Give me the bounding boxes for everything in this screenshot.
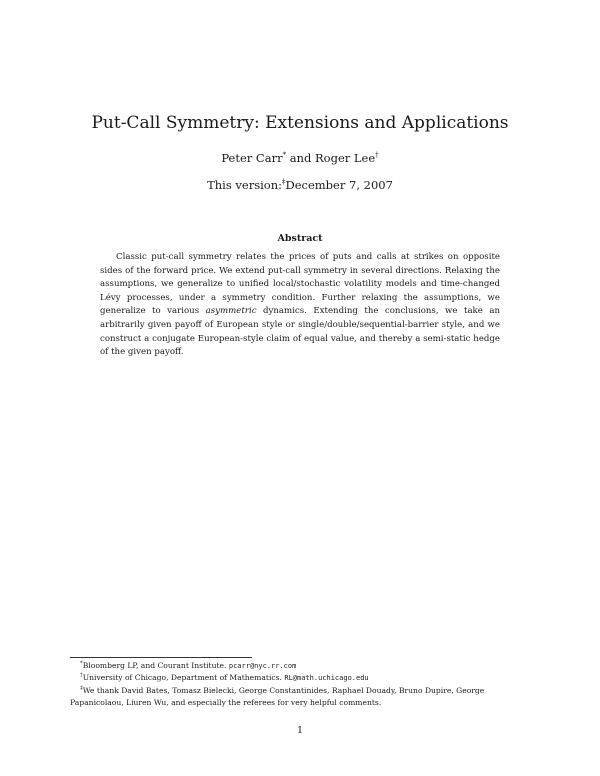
abstract-text-part1: Classic put-call symmetry relates the prices of puts and calls at strikes on opposite sides of the forward price. We extend put-call symmetry in several directions. Relaxing the assumptions, we generalize to unified local/stochastic volatility models and time-changed Lévy processes, under a symmetry condition. Further relaxing the assumptions, we generalize to various	[100, 252, 500, 317]
abstract-text-part2: dynamics. Extending the conclusions, we take an arbitrarily given payoff of European style or single/double/sequential-barrier style, and we construct a conjugate European-style claim of equal value, and thereby a semi-static hedge of the given payoff.	[100, 306, 501, 358]
version-line	[0, 178, 600, 192]
footnote-carr-text: Bloomberg LP, and Courant Institute.	[82, 661, 229, 670]
footnote-acknowledgements-text: We thank David Bates, Tomasz Bielecki, George Constantinides, Raphael Douady, Bruno Dupire, George Papanicolaou, Liuren Wu, and especially the referees for very helpful comments.	[70, 685, 485, 707]
footnote-lee-text: University of Chicago, Department of Mathematics.	[82, 673, 285, 683]
version-date: December 7, 2007	[285, 178, 393, 192]
version-label: This version:	[207, 178, 282, 192]
paper-title: Put-Call Symmetry: Extensions and Applications	[91, 113, 509, 133]
abstract-emphasis: asymmetric	[205, 306, 257, 317]
footnote-lee-email: RL@math.uchicago.edu	[284, 674, 369, 683]
footnote-carr-email: pcarr@nyc.rr.com	[228, 662, 297, 670]
footnote-mark-lee: †	[375, 151, 379, 160]
footnote-carr	[70, 660, 530, 672]
author-name-lee: Roger Lee	[315, 151, 376, 165]
footnote-mark-carr: *	[282, 151, 287, 160]
footnotes	[70, 660, 530, 709]
abstract-heading: Abstract	[277, 233, 323, 244]
author-connector: and	[289, 151, 312, 165]
author-line	[0, 151, 600, 165]
page-number: 1	[296, 725, 304, 736]
abstract-body	[100, 251, 500, 360]
footnote-lee-mark: †	[80, 672, 83, 679]
author-name-carr: Peter Carr	[221, 151, 283, 165]
footnote-mark-version: ‡	[282, 178, 286, 187]
footnote-acknowledgements	[70, 685, 530, 710]
footnote-carr-mark: *	[80, 660, 83, 667]
footnote-divider	[70, 657, 252, 658]
footnote-lee	[70, 672, 530, 684]
footnote-acknowledgements-mark: ‡	[80, 685, 83, 692]
